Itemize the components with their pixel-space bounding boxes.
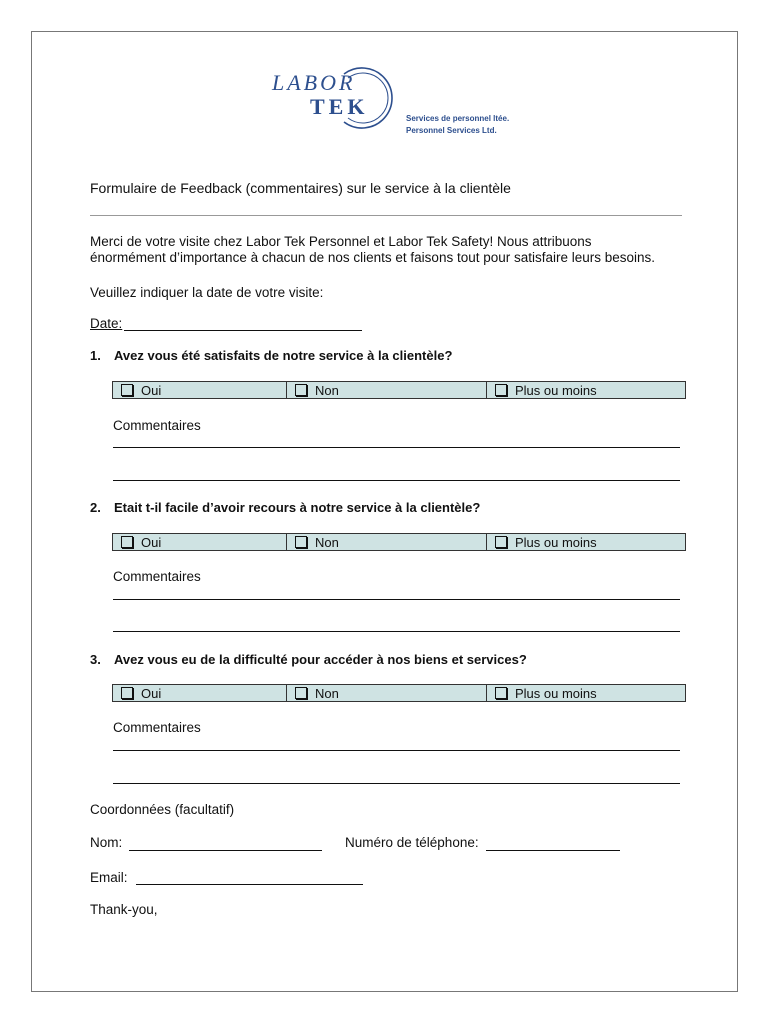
intro-line-2: énormément d’importance à chacun de nos clients et faisons tout pour satisfaire leurs besoins.: [90, 250, 656, 265]
date-field[interactable]: [124, 330, 362, 331]
option-oui[interactable]: [113, 534, 287, 550]
checkbox-icon[interactable]: [295, 536, 307, 548]
checkbox-icon[interactable]: [121, 536, 133, 548]
question-1-options: [112, 381, 686, 399]
question-text: Etait t-il facile d’avoir recours à notre service à la clientèle?: [114, 500, 481, 515]
option-label: Oui: [141, 534, 162, 550]
option-oui[interactable]: [113, 382, 287, 398]
option-plus-ou-moins[interactable]: [487, 382, 685, 398]
checkbox-icon[interactable]: [295, 687, 307, 699]
question-2-options: [112, 533, 686, 551]
logo-word-tek: TEK: [310, 94, 369, 119]
form-title: Formulaire de Feedback (commentaires) sur le service à la clientèle: [90, 180, 511, 196]
checkbox-icon[interactable]: [121, 687, 133, 699]
comment-line[interactable]: [113, 750, 680, 751]
option-label: Plus ou moins: [515, 534, 597, 550]
comment-line[interactable]: [113, 447, 680, 448]
option-label: Non: [315, 685, 339, 701]
visit-date-prompt: Veuillez indiquer la date de votre visite:: [90, 285, 324, 300]
option-label: Oui: [141, 382, 162, 398]
question-2-title: [90, 500, 480, 515]
question-3-title: [90, 652, 527, 667]
option-label: Oui: [141, 685, 162, 701]
comment-line[interactable]: [113, 631, 680, 632]
name-label: Nom:: [90, 835, 123, 850]
option-non[interactable]: [287, 534, 487, 550]
title-divider: [90, 215, 682, 216]
comments-label: Commentaires: [113, 569, 201, 584]
comments-label: Commentaires: [113, 418, 201, 433]
phone-field[interactable]: [486, 850, 620, 851]
option-non[interactable]: [287, 382, 487, 398]
closing-text: Thank-you,: [90, 902, 158, 917]
option-label: Non: [315, 382, 339, 398]
logo-arc-icon: [334, 64, 404, 132]
date-label: Date:: [90, 316, 123, 331]
checkbox-icon[interactable]: [495, 687, 507, 699]
option-non[interactable]: [287, 685, 487, 701]
option-label: Plus ou moins: [515, 685, 597, 701]
question-number: 2.: [90, 500, 101, 515]
question-number: 3.: [90, 652, 101, 667]
checkbox-icon[interactable]: [495, 536, 507, 548]
option-label: Non: [315, 534, 339, 550]
comment-line[interactable]: [113, 783, 680, 784]
intro-paragraph: [90, 234, 690, 266]
checkbox-icon[interactable]: [121, 384, 133, 396]
contact-section-title: Coordonnées (facultatif): [90, 802, 235, 817]
question-3-options: [112, 684, 686, 702]
checkbox-icon[interactable]: [495, 384, 507, 396]
question-text: Avez vous été satisfaits de notre service à la clientèle?: [114, 348, 453, 363]
name-field[interactable]: [129, 850, 322, 851]
comments-label: Commentaires: [113, 720, 201, 735]
logo-tagline-fr: Services de personnel ltée.: [406, 114, 510, 123]
option-oui[interactable]: [113, 685, 287, 701]
option-plus-ou-moins[interactable]: [487, 685, 685, 701]
logo-word-labor: LABOR: [272, 70, 356, 95]
email-label: Email:: [90, 870, 128, 885]
comment-line[interactable]: [113, 599, 680, 600]
checkbox-icon[interactable]: [295, 384, 307, 396]
option-plus-ou-moins[interactable]: [487, 534, 685, 550]
question-text: Avez vous eu de la difficulté pour accéder à nos biens et services?: [114, 652, 527, 667]
question-1-title: [90, 348, 452, 363]
comment-line[interactable]: [113, 480, 680, 481]
intro-line-1: Merci de votre visite chez Labor Tek Personnel et Labor Tek Safety! Nous attribuons: [90, 234, 592, 249]
company-logo: [240, 60, 530, 135]
question-number: 1.: [90, 348, 101, 363]
logo-tagline-en: Personnel Services Ltd.: [406, 126, 497, 135]
phone-label: Numéro de téléphone:: [345, 835, 479, 850]
email-field[interactable]: [136, 884, 363, 885]
option-label: Plus ou moins: [515, 382, 597, 398]
